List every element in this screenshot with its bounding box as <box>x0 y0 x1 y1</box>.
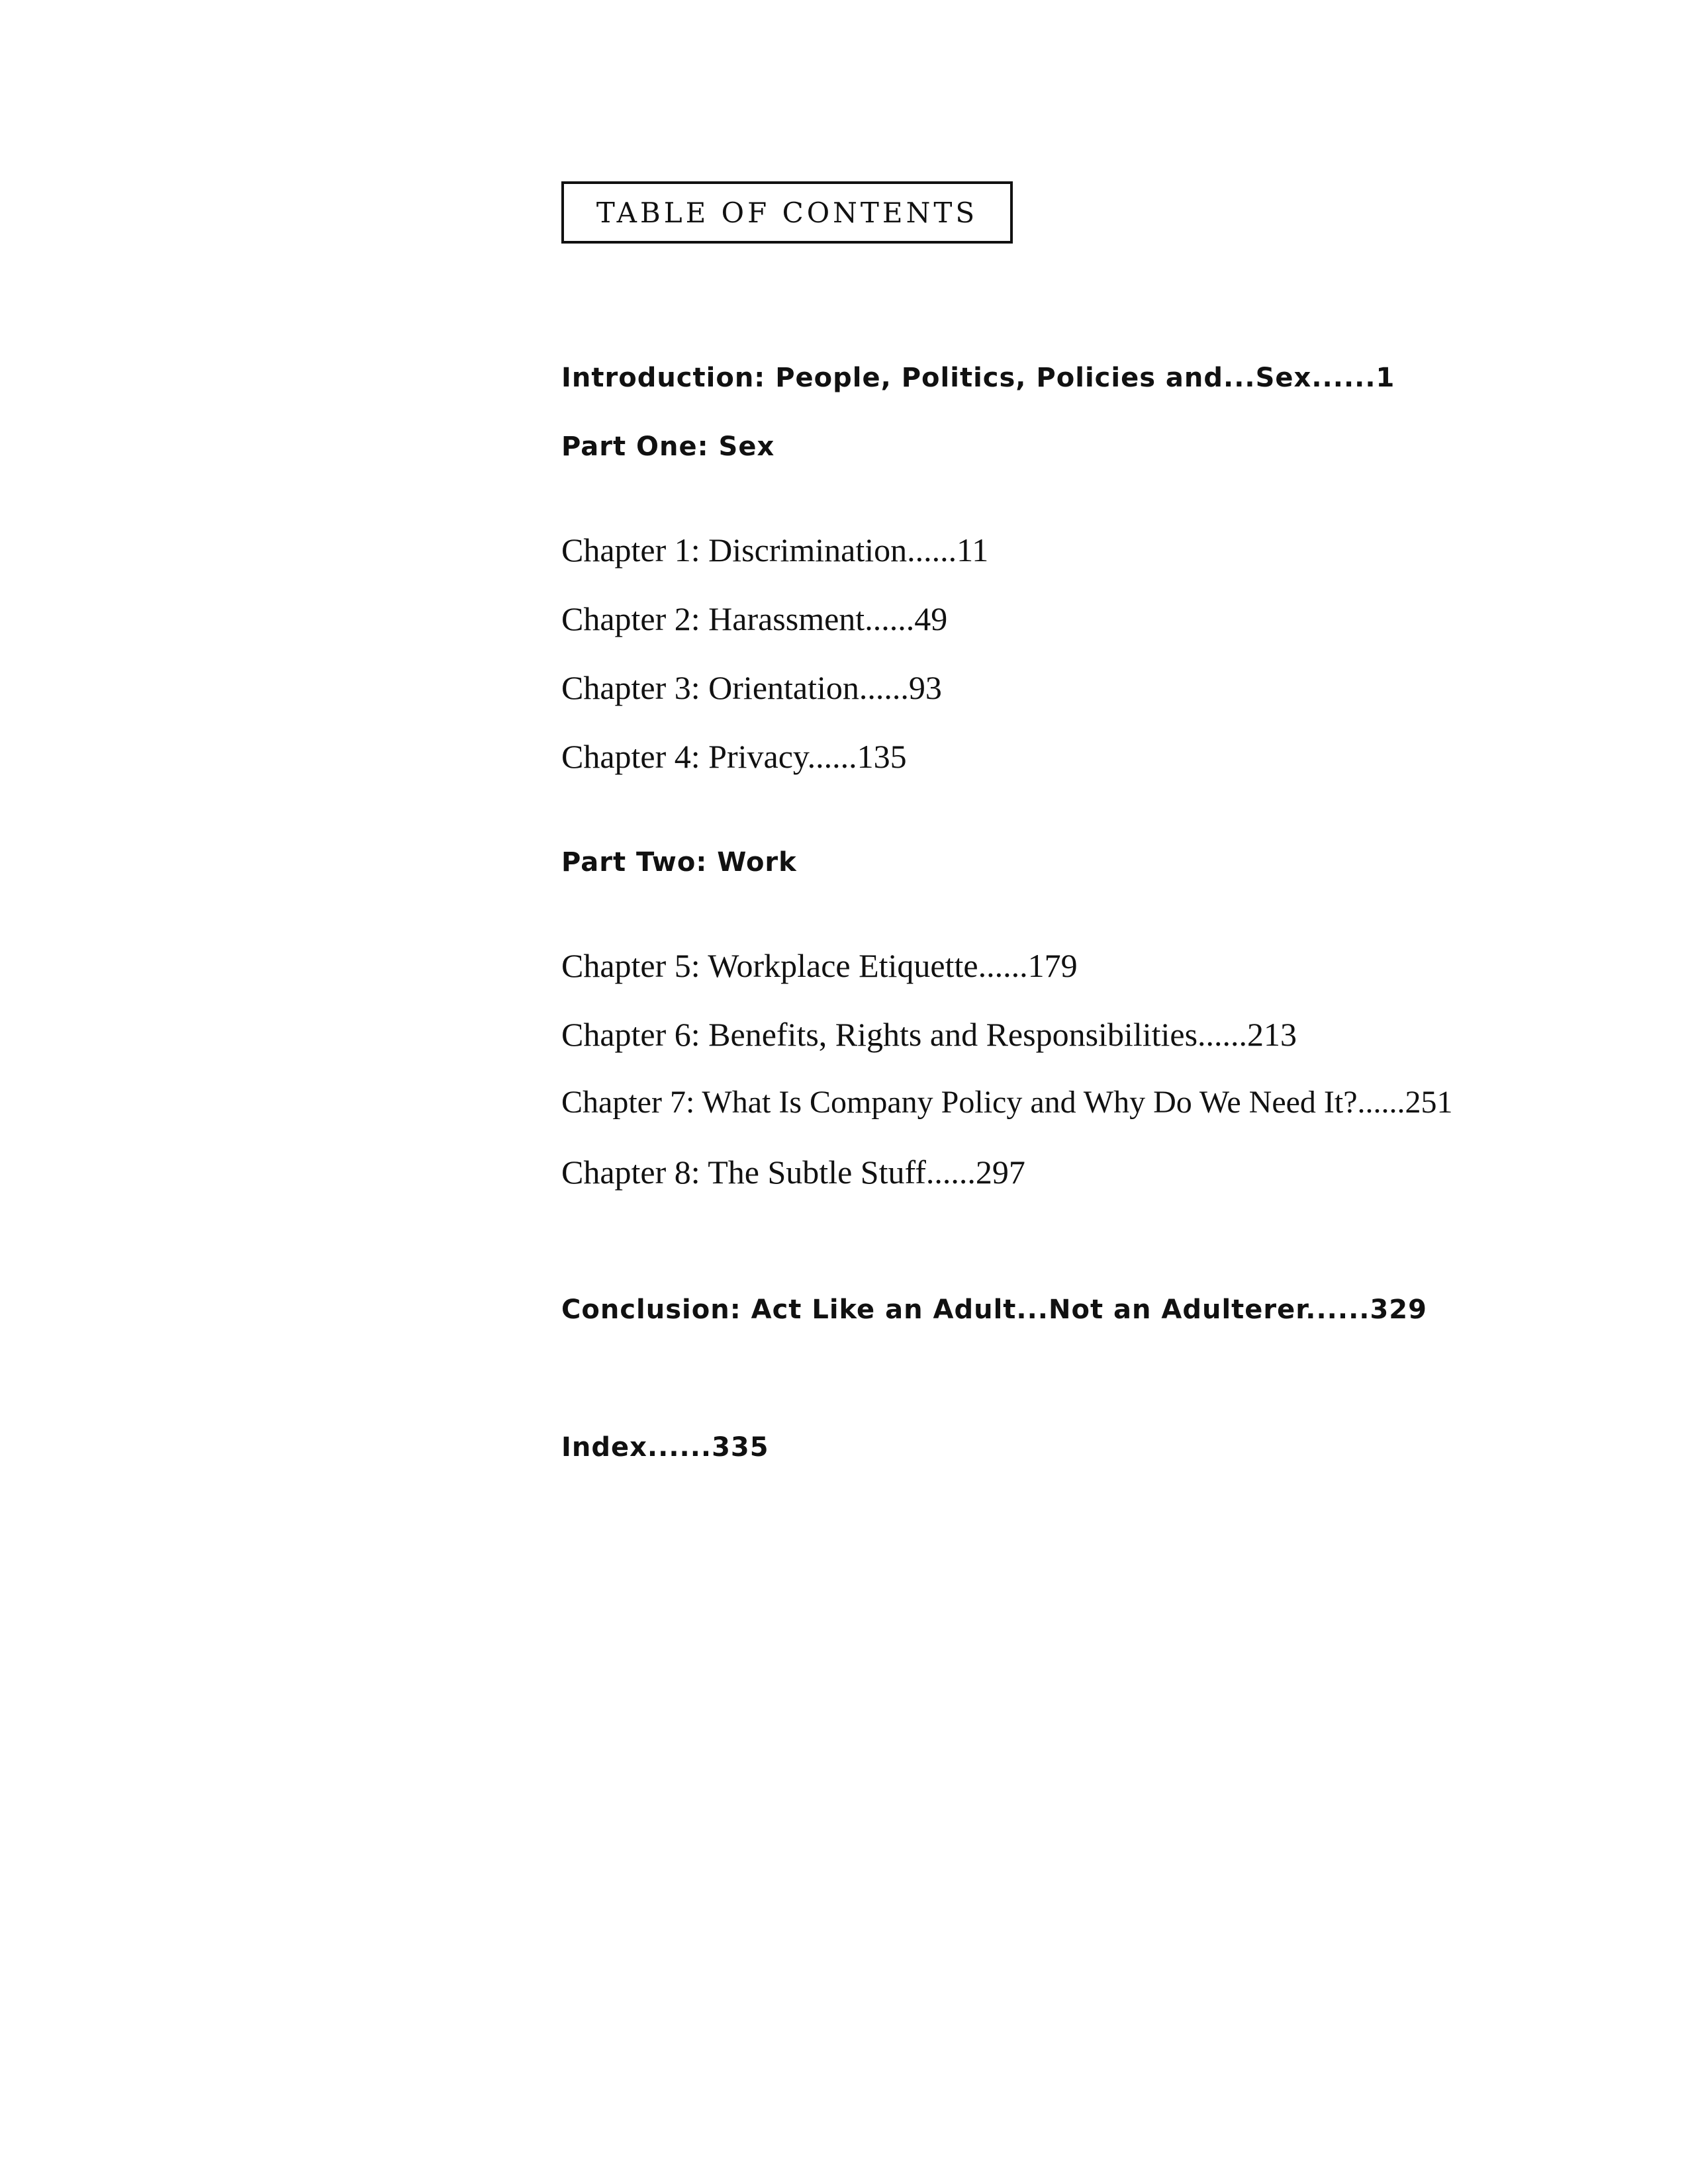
part-heading-two: Part Two: Work <box>561 847 797 878</box>
toc-entry-chapter-5: Chapter 5: Workplace Etiquette......179 <box>561 947 1078 984</box>
toc-entry-chapter-3: Chapter 3: Orientation......93 <box>561 669 942 706</box>
toc-entry-introduction: Introduction: People, Politics, Policies and...Sex......1 <box>561 363 1395 393</box>
toc-title-box <box>561 181 1013 244</box>
toc-entry-conclusion: Conclusion: Act Like an Adult...Not an Adulterer......329 <box>561 1295 1427 1325</box>
toc-entry-chapter-2: Chapter 2: Harassment......49 <box>561 600 948 637</box>
part-heading-one: Part One: Sex <box>561 432 775 462</box>
toc-entry-index: Index......335 <box>561 1432 769 1463</box>
toc-title: TABLE OF CONTENTS <box>596 196 978 229</box>
toc-entry-chapter-1: Chapter 1: Discrimination......11 <box>561 531 989 569</box>
toc-entry-chapter-7: Chapter 7: What Is Company Policy and Why Do We Need It?......251 <box>561 1085 1453 1120</box>
toc-entry-chapter-8: Chapter 8: The Subtle Stuff......297 <box>561 1154 1025 1191</box>
toc-entry-chapter-4: Chapter 4: Privacy......135 <box>561 738 907 775</box>
toc-entry-chapter-6: Chapter 6: Benefits, Rights and Responsibilities......213 <box>561 1016 1297 1053</box>
